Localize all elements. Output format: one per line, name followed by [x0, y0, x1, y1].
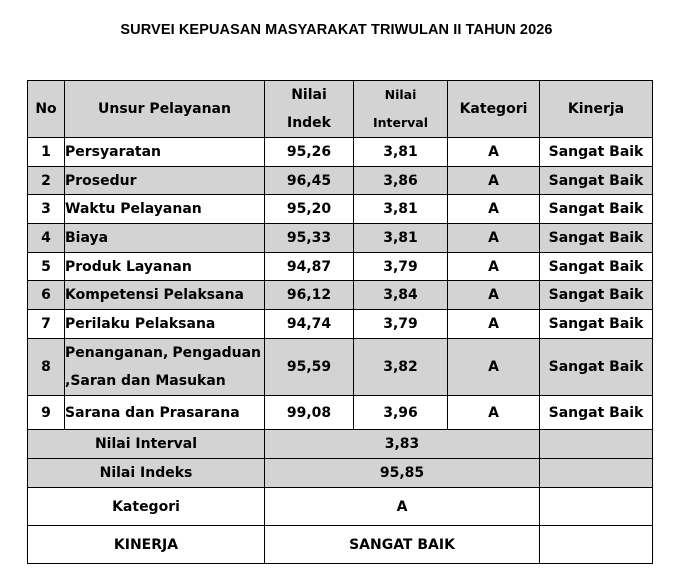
row-unsur: Perilaku Pelaksana — [65, 310, 265, 339]
table-row — [28, 281, 653, 310]
header-kinerja: Kinerja — [540, 81, 653, 138]
row-unsur: Kompetensi Pelaksana — [65, 281, 265, 310]
row-no: 5 — [28, 253, 65, 281]
row-kinerja: Sangat Baik — [540, 310, 653, 339]
row-kategori: A — [448, 281, 540, 310]
row-no: 8 — [28, 339, 65, 396]
row-interval: 3,79 — [354, 310, 448, 339]
row-kategori: A — [448, 138, 540, 167]
table-row — [28, 138, 653, 167]
row-indek: 99,08 — [265, 396, 354, 430]
row-kinerja: Sangat Baik — [540, 167, 653, 195]
row-unsur: Waktu Pelayanan — [65, 195, 265, 224]
summary-indeks-value: 95,85 — [265, 459, 540, 488]
row-unsur: Biaya — [65, 224, 265, 253]
summary-row-kategori — [28, 488, 653, 526]
table-row — [28, 396, 653, 430]
row-unsur-word: Penanganan, — [65, 345, 169, 361]
header-nilai-interval — [354, 81, 448, 138]
header-nilai-indek-line2: Indek — [286, 115, 331, 131]
row-no: 4 — [28, 224, 65, 253]
kategori-value: A — [265, 488, 540, 526]
row-no: 6 — [28, 281, 65, 310]
row-interval: 3,81 — [354, 224, 448, 253]
table-row — [28, 167, 653, 195]
row-interval: 3,96 — [354, 396, 448, 430]
table-row — [28, 310, 653, 339]
row-unsur: Persyaratan — [65, 138, 265, 167]
table-header-row — [28, 81, 653, 138]
row-kategori: A — [448, 253, 540, 281]
row-indek: 94,87 — [265, 253, 354, 281]
summary-blank-cell — [540, 459, 653, 488]
row-kategori: A — [448, 195, 540, 224]
table-row — [28, 339, 653, 396]
row-kinerja: Sangat Baik — [540, 224, 653, 253]
row-kinerja: Sangat Baik — [540, 396, 653, 430]
row-unsur — [65, 339, 265, 396]
row-kinerja: Sangat Baik — [540, 138, 653, 167]
row-kategori: A — [448, 310, 540, 339]
row-interval: 3,81 — [354, 138, 448, 167]
row-kinerja: Sangat Baik — [540, 339, 653, 396]
summary-interval-value: 3,83 — [265, 430, 540, 459]
survey-table — [27, 80, 653, 564]
summary-row-kinerja — [28, 526, 653, 564]
row-unsur-line2: ,Saran dan Masukan — [65, 373, 226, 389]
row-kategori: A — [448, 339, 540, 396]
kinerja-label: KINERJA — [28, 526, 265, 564]
row-interval: 3,81 — [354, 195, 448, 224]
header-no: No — [28, 81, 65, 138]
header-nilai-interval-line1: Nilai — [384, 87, 417, 102]
row-indek: 95,33 — [265, 224, 354, 253]
header-nilai-interval-line2: Interval — [372, 115, 429, 130]
page-title: SURVEI KEPUASAN MASYARAKAT TRIWULAN II TAHUN 2026 — [120, 22, 553, 38]
row-kinerja: Sangat Baik — [540, 253, 653, 281]
header-unsur: Unsur Pelayanan — [65, 81, 265, 138]
row-interval: 3,86 — [354, 167, 448, 195]
row-indek: 96,45 — [265, 167, 354, 195]
row-interval: 3,79 — [354, 253, 448, 281]
table-row — [28, 224, 653, 253]
kategori-blank-cell — [540, 488, 653, 526]
table-row — [28, 195, 653, 224]
row-kategori: A — [448, 396, 540, 430]
row-unsur: Sarana dan Prasarana — [65, 396, 265, 430]
row-kinerja: Sangat Baik — [540, 281, 653, 310]
row-interval: 3,82 — [354, 339, 448, 396]
row-unsur-line1 — [65, 339, 264, 367]
summary-row-indeks — [28, 459, 653, 488]
row-kinerja: Sangat Baik — [540, 195, 653, 224]
row-interval: 3,84 — [354, 281, 448, 310]
summary-interval-label: Nilai Interval — [28, 430, 265, 459]
kategori-label: Kategori — [28, 488, 265, 526]
row-kategori: A — [448, 224, 540, 253]
table-row — [28, 253, 653, 281]
header-nilai-indek-line1: Nilai — [291, 87, 327, 103]
kinerja-blank-cell — [540, 526, 653, 564]
row-no: 9 — [28, 396, 65, 430]
row-indek: 95,26 — [265, 138, 354, 167]
row-indek: 95,20 — [265, 195, 354, 224]
header-nilai-indek — [265, 81, 354, 138]
row-no: 1 — [28, 138, 65, 167]
kinerja-value: SANGAT BAIK — [265, 526, 540, 564]
row-no: 3 — [28, 195, 65, 224]
row-kategori: A — [448, 167, 540, 195]
row-indek: 95,59 — [265, 339, 354, 396]
row-indek: 94,74 — [265, 310, 354, 339]
summary-row-interval — [28, 430, 653, 459]
row-no: 2 — [28, 167, 65, 195]
row-indek: 96,12 — [265, 281, 354, 310]
row-unsur-word: Pengaduan — [172, 345, 261, 361]
row-no: 7 — [28, 310, 65, 339]
header-kategori: Kategori — [448, 81, 540, 138]
row-unsur: Prosedur — [65, 167, 265, 195]
row-unsur: Produk Layanan — [65, 253, 265, 281]
summary-blank-cell — [540, 430, 653, 459]
summary-indeks-label: Nilai Indeks — [28, 459, 265, 488]
